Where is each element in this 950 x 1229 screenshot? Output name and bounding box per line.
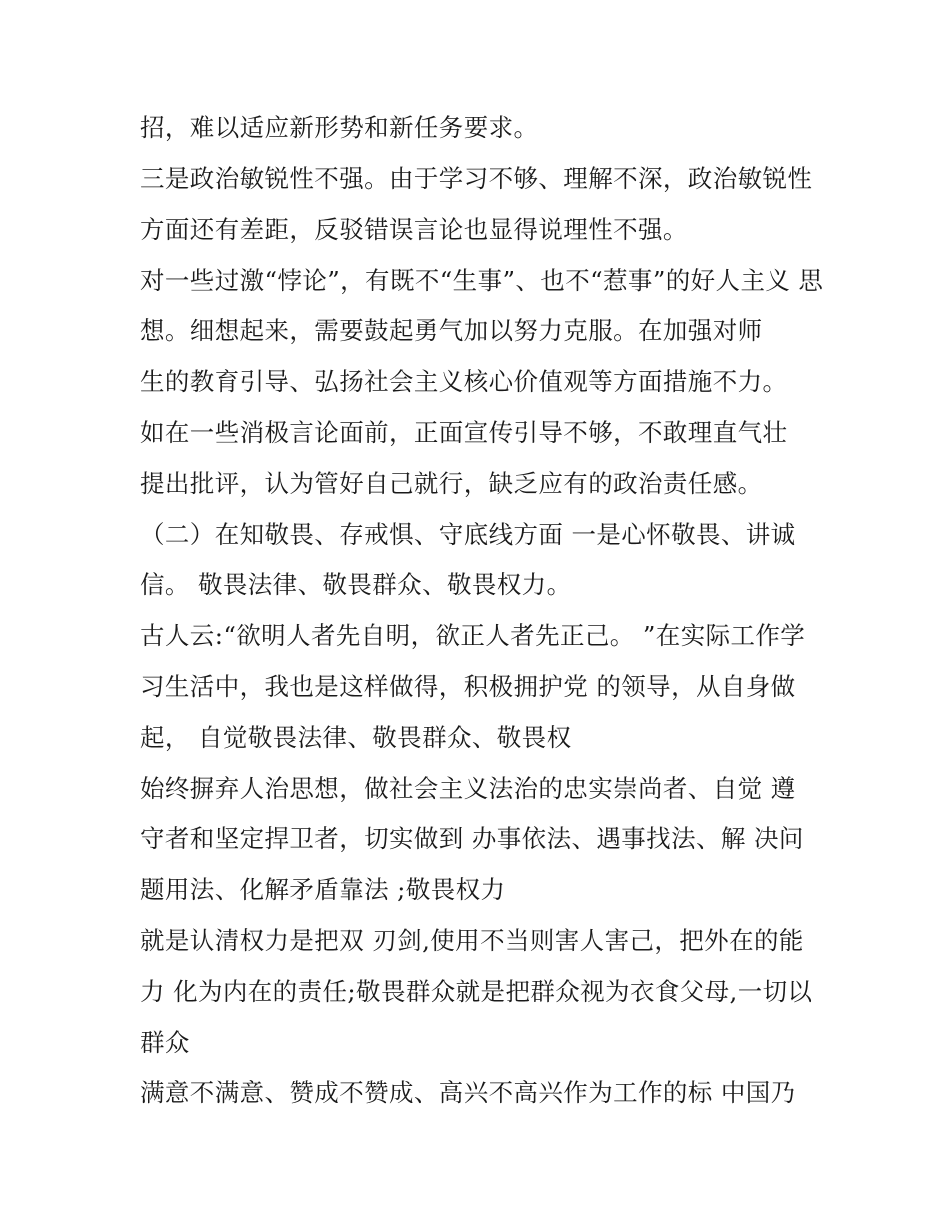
text-line: 习生活中，我也是这样做得，积极拥护党 的领导，从自身做 [140,672,796,701]
text-line: 古人云:“欲明人者先自明，欲正人者先正己。 ”在实际工作学 [140,621,806,650]
text-line: 起， 自觉敬畏法律、敬畏群众、敬畏权 [140,723,572,752]
text-line: 力 化为内在的责任;敬畏群众就是把群众视为衣食父母,一切以 [140,977,813,1006]
text-line: 始终摒弃人治思想，做社会主义法治的忠实崇尚者、自觉 遵 [140,774,796,803]
text-line: 想。细想起来，需要鼓起勇气加以努力克服。在加强对师 [140,316,763,345]
text-line: 守者和坚定捍卫者，切实做到 办事依法、遇事找法、解 决问 [140,824,804,853]
text-line: 对一些过激“悖论”，有既不“生事”、也不“惹事”的好人主义 思 [140,266,824,295]
text-line: 生的教育引导、弘扬社会主义核心价值观等方面措施不力。 [140,367,788,396]
text-line: 如在一些消极言论面前，正面宣传引导不够，不敢理直气壮 [140,418,788,447]
text-line: 招，难以适应新形势和新任务要求。 [140,113,539,142]
text-line: （二）在知敬畏、存戒惧、守底线方面 一是心怀敬畏、讲诚 [140,520,796,549]
text-line: 提出批评，认为管好自己就行，缺乏应有的政治责任感。 [140,469,763,498]
text-line: 就是认清权力是把双 刃剑,使用不当则害人害己，把外在的能 [140,926,804,955]
text-line: 群众 [140,1028,190,1057]
text-line: 满意不满意、赞成不赞成、高兴不高兴作为工作的标 中国乃 [140,1078,796,1107]
text-line: 题用法、化解矛盾靠法 ;敬畏权力 [140,875,506,904]
text-line: 信。 敬畏法律、敬畏群众、敬畏权力。 [140,570,572,599]
text-line: 方面还有差距，反驳错误言论也显得说理性不强。 [140,215,688,244]
text-line: 三是政治敏锐性不强。由于学习不够、理解不深，政治敏锐性 [140,164,813,193]
